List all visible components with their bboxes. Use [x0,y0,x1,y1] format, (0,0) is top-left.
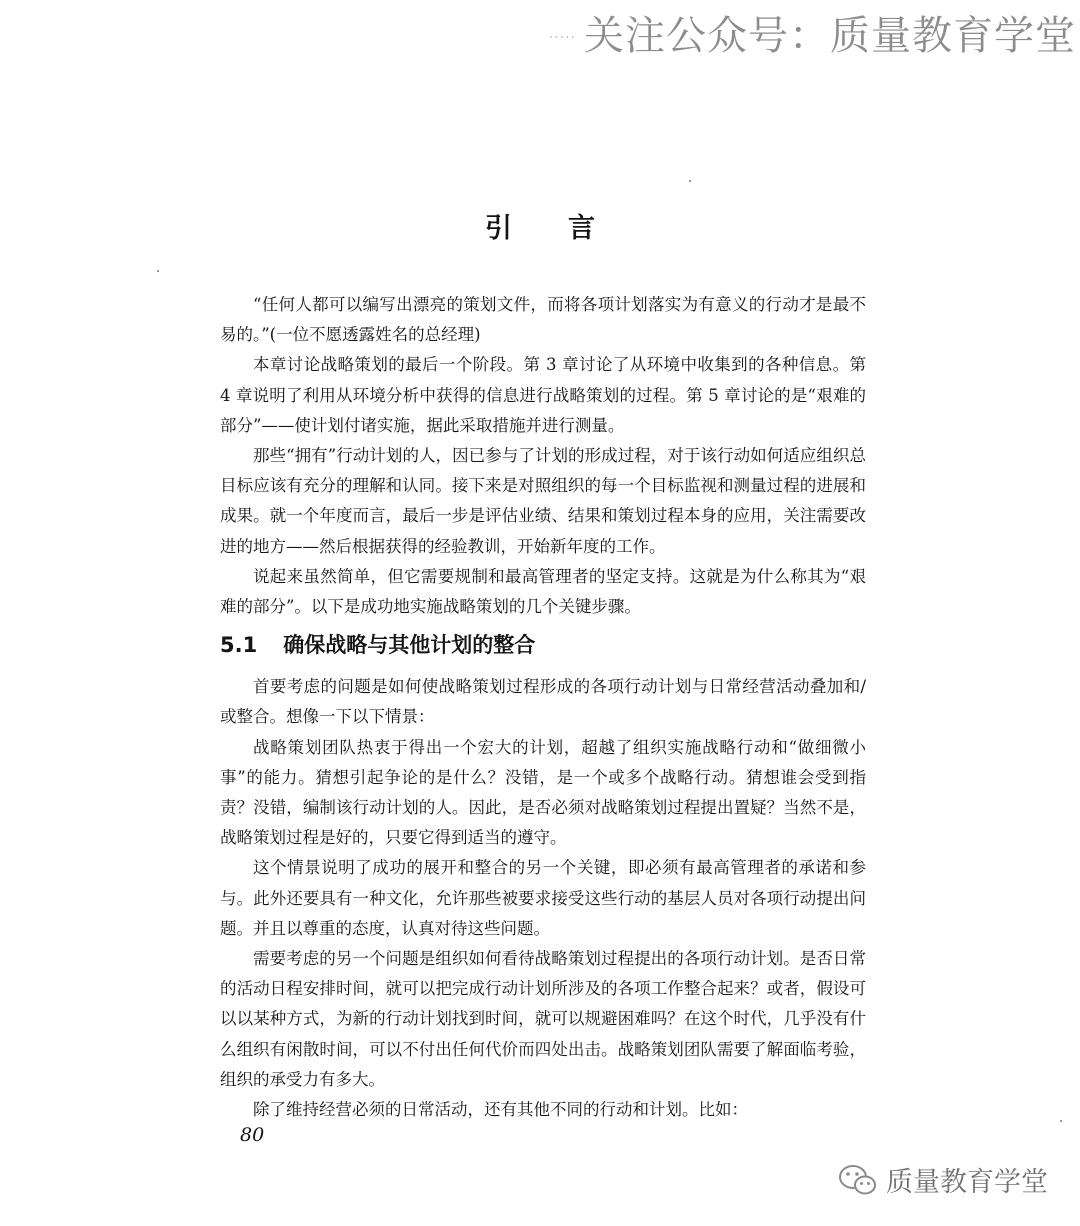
page-body [220,290,866,1125]
section-paragraph-4: 需要考虑的另一个问题是组织如何看待战略策划过程提出的各项行动计划。是否日常的活动日程安排时间，就可以把完成行动计划所涉及的各项工作整合起来？或者，假设可以以某种方式，为新的行动计划找到时间，就可以规避困难吗？在这个时代，几乎没有什么组织有闲散时间，可以不付出任何代价而四处出击。战略策划团队需要了解面临考验，组织的承受力有多大。 [220,949,866,1089]
chapter-title: 引言 [485,213,651,244]
section-paragraph-3: 这个情景说明了成功的展开和整合的另一个关键，即必须有最高管理者的承诺和参与。此外还要具有一种文化，允许那些被要求接受这些行动的基层人员对各项行动提出问题。并且以尊重的态度，认真对待这些问题。 [220,858,866,938]
scan-speck [1060,1120,1062,1122]
watermark-dots: ····· [548,30,576,46]
scan-speck [157,270,159,272]
section-paragraph-5: 除了维持经营必须的日常活动，还有其他不同的行动和计划。比如： [253,1100,748,1120]
section-paragraph-1: 首要考虑的问题是如何使战略策划过程形成的各项行动计划与日常经营活动叠加和/或整合。想像一下以下情景： [220,677,866,727]
section-paragraph-2: 战略策划团队热衷于得出一个宏大的计划，超越了组织实施战略行动和“做细微小事”的能力。猜想引起争论的是什么？没错，是一个或多个战略行动。猜想谁会受到指责？没错，编制该行动计划的人。因此，是否必须对战略策划过程提出置疑？当然不是，战略策划过程是好的，只要它得到适当的遵守。 [220,737,866,848]
intro-paragraph-1: “任何人都可以编写出漂亮的策划文件，而将各项计划落实为有意义的行动才是最不易的。”(一位不愿透露姓名的总经理) [220,295,866,345]
watermark-top [549,4,1076,61]
wechat-icon [838,1163,878,1197]
intro-paragraph-2: 本章讨论战略策划的最后一个阶段。第 3 章讨论了从环境中收集到的各种信息。第 4 章说明了利用从环境分析中获得的信息进行战略策划的过程。第 5 章讨论的是“艰难的部分”——使计划付诸实施，据此采取措施并进行测量。 [220,355,866,435]
intro-paragraph-3: 那些“拥有”行动计划的人，因已参与了计划的形成过程，对于该行动如何适应组织总目标应该有充分的理解和认同。接下来是对照组织的每一个目标监视和测量过程的进展和成果。就一个年度而言，最后一步是评估业绩、结果和策划过程本身的应用，关注需要改进的地方——然后根据获得的经验教训，开始新年度的工作。 [220,446,866,556]
section-title: 确保战略与其他计划的整合 [283,633,536,658]
intro-paragraph-4: 说起来虽然简单，但它需要规制和最高管理者的坚定支持。这就是为什么称其为“艰难的部分”。以下是成功地实施战略策划的几个关键步骤。 [220,566,866,617]
page-number: 80 [240,1124,265,1146]
section-number: 5.1 [220,633,258,658]
watermark-bottom [838,1160,1048,1199]
scan-speck [689,180,691,182]
watermark-bottom-text: 质量教育学堂 [886,1167,1048,1198]
watermark-top-text: 关注公众号：质量教育学堂 [584,13,1076,59]
section-heading [220,628,866,662]
